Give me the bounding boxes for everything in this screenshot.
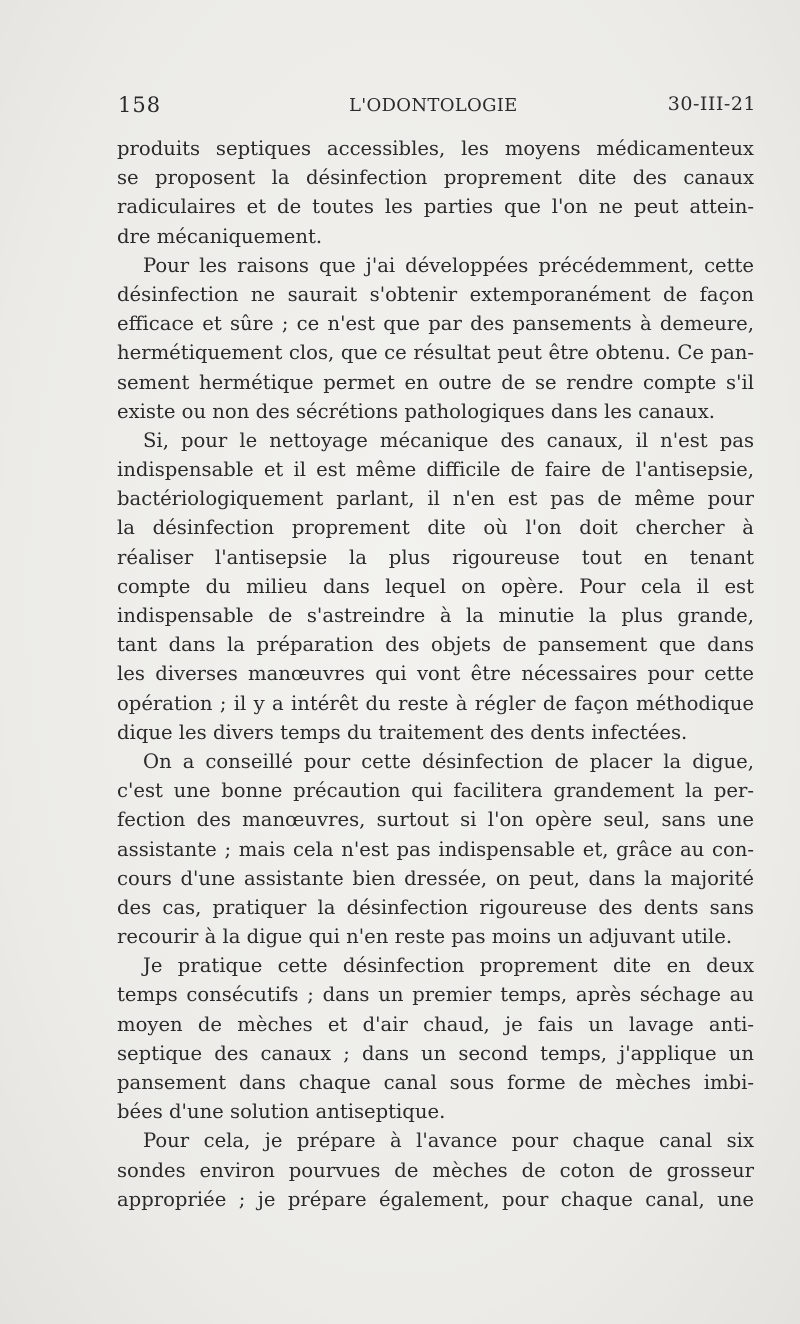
issue-date: 30-III-21: [667, 93, 756, 115]
text-line: Je pratique cette désinfection proprement dite en deux: [143, 954, 754, 978]
text-line: Pour cela, je prépare à l'avance pour chaque canal six: [143, 1129, 754, 1153]
text-line: dre mécaniquement.: [117, 224, 323, 248]
text-line: Pour les raisons que j'ai développées précédemment, cette: [143, 253, 754, 277]
text-line: existe ou non des sécrétions pathologiques dans les canaux.: [117, 399, 715, 423]
text-line: pansement dans chaque canal sous forme de mèches imbi-: [117, 1071, 754, 1094]
page-number: 158: [118, 93, 162, 117]
text-line: Si, pour le nettoyage mécanique des canaux, il n'est pas: [143, 428, 754, 452]
text-line: désinfection ne saurait s'obtenir extemporanément de façon: [117, 282, 754, 306]
text-line: moyen de mèches et d'air chaud, je fais un lavage anti-: [117, 1012, 754, 1036]
body-text: [117, 134, 754, 1214]
text-line: efficace et sûre ; ce n'est que par des pansements à demeure,: [117, 312, 754, 336]
text-line: des cas, pratiquer la désinfection rigoureuse des dents sans: [117, 895, 754, 919]
text-line: les diverses manœuvres qui vont être nécessaires pour cette: [117, 662, 754, 686]
text-line: assistante ; mais cela n'est pas indispensable et, grâce au con-: [117, 837, 754, 861]
text-line: sement hermétique permet en outre de se rendre compte s'il: [117, 370, 754, 394]
text-line: sondes environ pourvues de mèches de coton de grosseur: [117, 1158, 754, 1182]
text-line: c'est une bonne précaution qui facilitera grandement la per-: [117, 779, 754, 803]
text-line: compte du milieu dans lequel on opère. Pour cela il est: [117, 574, 754, 598]
text-line: tant dans la préparation des objets de pansement que dans: [117, 633, 754, 657]
text-line: On a conseillé pour cette désinfection de placer la digue,: [143, 749, 754, 773]
running-title: L'ODONTOLOGIE: [349, 95, 518, 116]
text-line: fection des manœuvres, surtout si l'on opère seul, sans une: [117, 808, 754, 832]
text-line: indispensable de s'astreindre à la minutie la plus grande,: [117, 604, 754, 627]
text-line: bées d'une solution antiseptique.: [117, 1100, 446, 1124]
text-line: appropriée ; je prépare également, pour chaque canal, une: [117, 1187, 754, 1211]
text-line: recourir à la digue qui n'en reste pas moins un adjuvant utile.: [117, 925, 733, 949]
page-header: [118, 93, 758, 121]
text-line: cours d'une assistante bien dressée, on peut, dans la majorité: [117, 866, 754, 890]
text-line: bactériologiquement parlant, il n'en est pas de même pour: [117, 487, 754, 511]
text-line: réaliser l'antisepsie la plus rigoureuse tout en tenant: [117, 545, 754, 569]
text-line: temps consécutifs ; dans un premier temps, après séchage au: [117, 983, 754, 1007]
text-line: septique des canaux ; dans un second temps, j'applique un: [117, 1041, 754, 1065]
text-line: dique les divers temps du traitement des dents infectées.: [117, 720, 688, 744]
text-line: indispensable et il est même difficile de faire de l'antisepsie,: [117, 458, 754, 482]
text-line: radiculaires et de toutes les parties que l'on ne peut attein-: [117, 195, 754, 219]
text-line: opération ; il y a intérêt du reste à régler de façon méthodique: [117, 691, 754, 715]
text-line: produits septiques accessibles, les moyens médicamenteux: [117, 137, 754, 160]
text-line: se proposent la désinfection proprement dite des canaux: [117, 166, 754, 190]
text-line: la désinfection proprement dite où l'on doit chercher à: [117, 516, 754, 540]
text-line: hermétiquement clos, que ce résultat peut être obtenu. Ce pan-: [117, 341, 754, 365]
